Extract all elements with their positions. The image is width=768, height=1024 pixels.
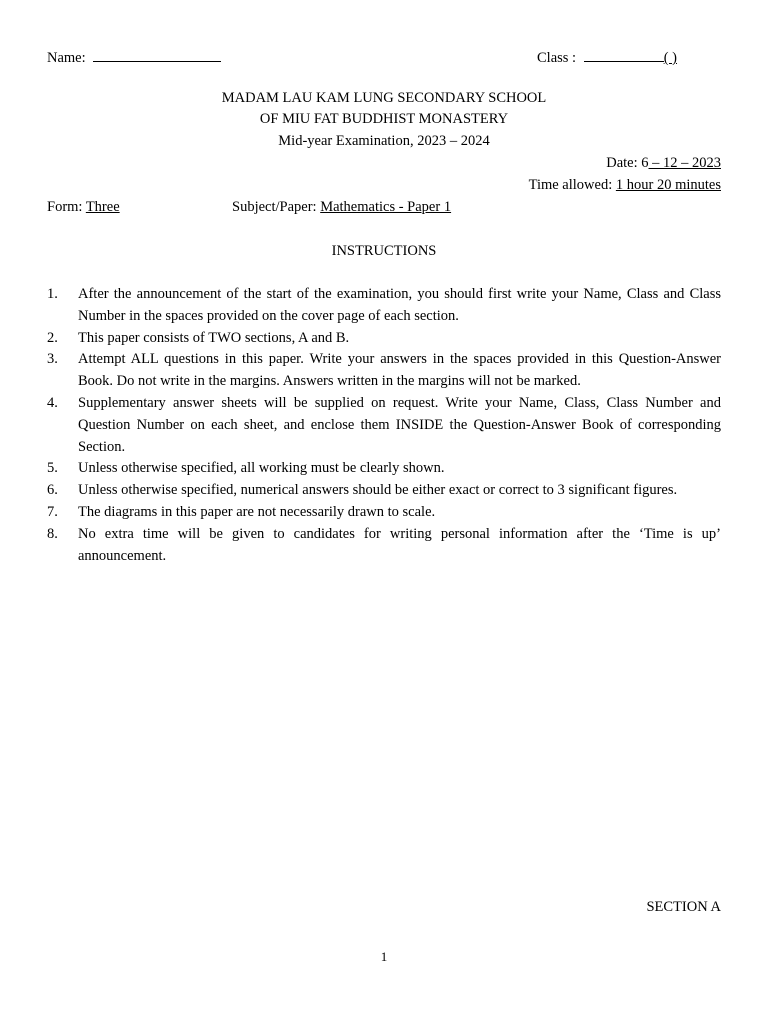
instruction-number: 2. bbox=[47, 329, 58, 346]
instruction-number: 3. bbox=[47, 351, 58, 368]
form-row bbox=[47, 198, 120, 216]
subject-row bbox=[232, 198, 451, 216]
instruction-number: 4. bbox=[47, 394, 58, 411]
instruction-text: Unless otherwise specified, all working must be clearly shown. bbox=[78, 460, 445, 477]
instruction-number: 1. bbox=[47, 286, 58, 302]
time-allowed-row bbox=[529, 176, 721, 194]
name-blank-line[interactable] bbox=[93, 47, 221, 62]
instruction-text: Attempt ALL questions in this paper. Write your answers in the spaces provided in this Question-Answer Book. Do not write in the margins. Answers written in the margins will not be marked. bbox=[78, 351, 721, 390]
class-number-paren: ( ) bbox=[663, 50, 677, 66]
instructions-list bbox=[47, 284, 721, 567]
instruction-item bbox=[47, 502, 721, 524]
instruction-text: No extra time will be given to candidates for writing personal information after the ‘Time is up’ announcement. bbox=[78, 525, 721, 564]
instruction-item bbox=[47, 524, 721, 568]
section-label: SECTION A bbox=[646, 899, 721, 915]
date-row bbox=[606, 154, 721, 172]
instruction-text: Supplementary answer sheets will be supplied on request. Write your Name, Class, Class Number and Question Number on each sheet, and enclose them INSIDE the Question-Answer Book of corresponding Section. bbox=[78, 394, 721, 455]
instructions-heading: INSTRUCTIONS bbox=[331, 243, 437, 259]
date-label: Date: 6 bbox=[606, 155, 649, 171]
instruction-number: 6. bbox=[47, 482, 58, 499]
instruction-item bbox=[47, 328, 721, 350]
class-label: Class : bbox=[537, 50, 577, 66]
instruction-item bbox=[47, 284, 721, 328]
time-allowed-value: 1 hour 20 minutes bbox=[615, 177, 721, 193]
page-number: 1 bbox=[380, 949, 388, 964]
form-value: Three bbox=[85, 199, 120, 215]
name-label: Name: bbox=[47, 50, 86, 66]
date-value: – 12 – 2023 bbox=[648, 155, 721, 171]
instruction-text: This paper consists of TWO sections, A and B. bbox=[78, 329, 350, 346]
school-name-line2: OF MIU FAT BUDDHIST MONASTERY bbox=[259, 111, 509, 127]
class-row bbox=[537, 47, 677, 67]
instruction-item bbox=[47, 393, 721, 458]
exam-title: Mid-year Examination, 2023 – 2024 bbox=[278, 133, 490, 149]
instruction-item bbox=[47, 480, 721, 502]
subject-value: Mathematics - Paper 1 bbox=[320, 199, 452, 215]
subject-label: Subject/Paper: bbox=[232, 199, 317, 215]
instruction-text: Unless otherwise specified, numerical answers should be either exact or correct to 3 significant figures. bbox=[78, 482, 678, 499]
instruction-number: 8. bbox=[47, 525, 58, 542]
form-label: Form: bbox=[47, 199, 83, 215]
instruction-text: After the announcement of the start of the examination, you should first write your Name, Class and Class Number in the spaces provided on the cover page of each section. bbox=[78, 286, 721, 324]
instruction-text: The diagrams in this paper are not necessarily drawn to scale. bbox=[78, 503, 436, 520]
school-name-line1: MADAM LAU KAM LUNG SECONDARY SCHOOL bbox=[221, 90, 547, 106]
class-blank-line[interactable] bbox=[584, 47, 664, 62]
name-row bbox=[47, 47, 221, 67]
instruction-item bbox=[47, 349, 721, 393]
time-allowed-label: Time allowed: bbox=[528, 177, 613, 193]
instruction-number: 5. bbox=[47, 460, 58, 477]
instruction-item bbox=[47, 458, 721, 480]
instruction-number: 7. bbox=[47, 503, 58, 520]
